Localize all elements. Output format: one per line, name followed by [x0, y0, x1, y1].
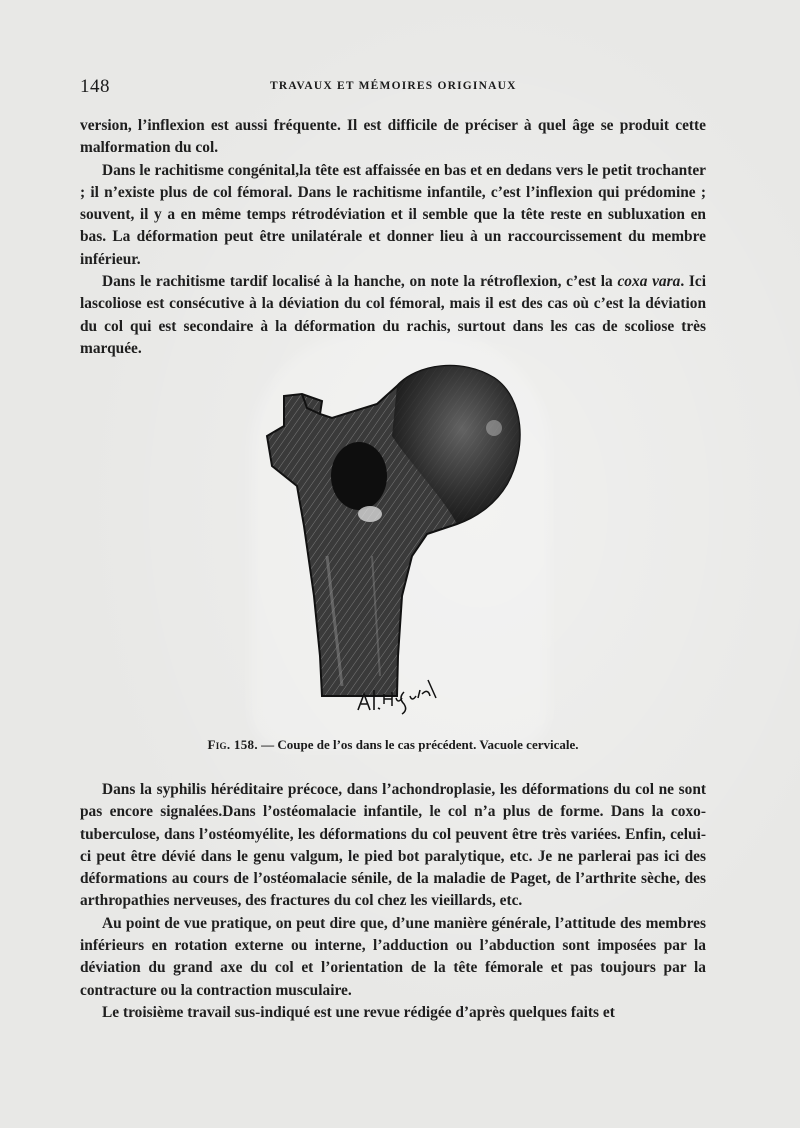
- paragraph-coxa-vara: [80, 271, 706, 360]
- paragraph: Au point de vue pratique, on peut dire que, d’une manière générale, l’attitude des membres inférieurs en rotation externe ou interne, l’adduction ou l’abduction sont imposées par la déviation du grand axe du col et l’orientation de la tête fémorale et pas toujours par la contracture ou la contraction musculaire.: [80, 914, 706, 999]
- body-text-bottom: [80, 779, 706, 1024]
- paragraph-text: Dans le rachitisme tardif localisé à la hanche, on note la rétroflexion, c’est la: [102, 273, 618, 291]
- paragraph-text: . Ici lascoliose est consécutive à la déviation du col fémoral, mais il est des cas où c’est la déviation du col qui est secondaire à la déformation du rachis, surtout dans les cas de scoliose très marquée.: [80, 273, 706, 357]
- paragraph: Le troisième travail sus-indiqué est une revue rédigée d’après quelques faits et: [102, 1003, 615, 1021]
- cervical-vacuole: [331, 442, 387, 510]
- paragraph: Dans la syphilis héréditaire précoce, dans l’achondroplasie, les déformations du col ne sont pas encore signalées.Dans l’ostéomalacie infantile, le col n’a plus de forme. Dans la coxo-tuberculose, dans l’ostéomyélite, les déformations du col peuvent être très variées. Enfin, celui-ci peut être dévié dans le genu valgum, le pied bot paralytique, etc. Je ne parlerai pas ici des déformations au cours de l’ostéomalacie sénile, de la maladie de Paget, de l’arthrite sèche, des arthropathies nerveuses, des fractures du col chez les vieillards, etc.: [80, 781, 706, 910]
- artist-signature: [352, 668, 442, 718]
- paragraph: version, l’inflexion est aussi fréquente. Il est difficile de préciser à quel âge se produit cette malformation du col.: [80, 117, 706, 157]
- running-head: TRAVAUX ET MÉMOIRES ORIGINAUX: [270, 80, 517, 92]
- signature-drawing: [352, 668, 442, 718]
- page-header: [80, 76, 712, 100]
- paragraph: Dans le rachitisme congénital,la tête est affaissée en bas et en dedans vers le petit trochanter ; il n’existe plus de col fémoral. Dans le rachitisme infantile, c’est l’inflexion qui prédomine ; souvent, il y a en même temps rétrodéviation et il semble que la tête reste en subluxation en bas. La déformation peut être unilatérale et donner lieu à un raccourcissement du membre inférieur.: [80, 161, 706, 268]
- figure-number: Fig. 158.: [207, 737, 258, 752]
- caption-text: — Coupe de l’os dans le cas précédent. Vacuole cervicale.: [257, 737, 579, 752]
- page-number: 148: [80, 76, 110, 97]
- body-text-top: [80, 115, 706, 360]
- vacuole-highlight: [358, 506, 382, 522]
- italic-term: coxa vara: [617, 273, 681, 291]
- figure-caption: [80, 737, 706, 753]
